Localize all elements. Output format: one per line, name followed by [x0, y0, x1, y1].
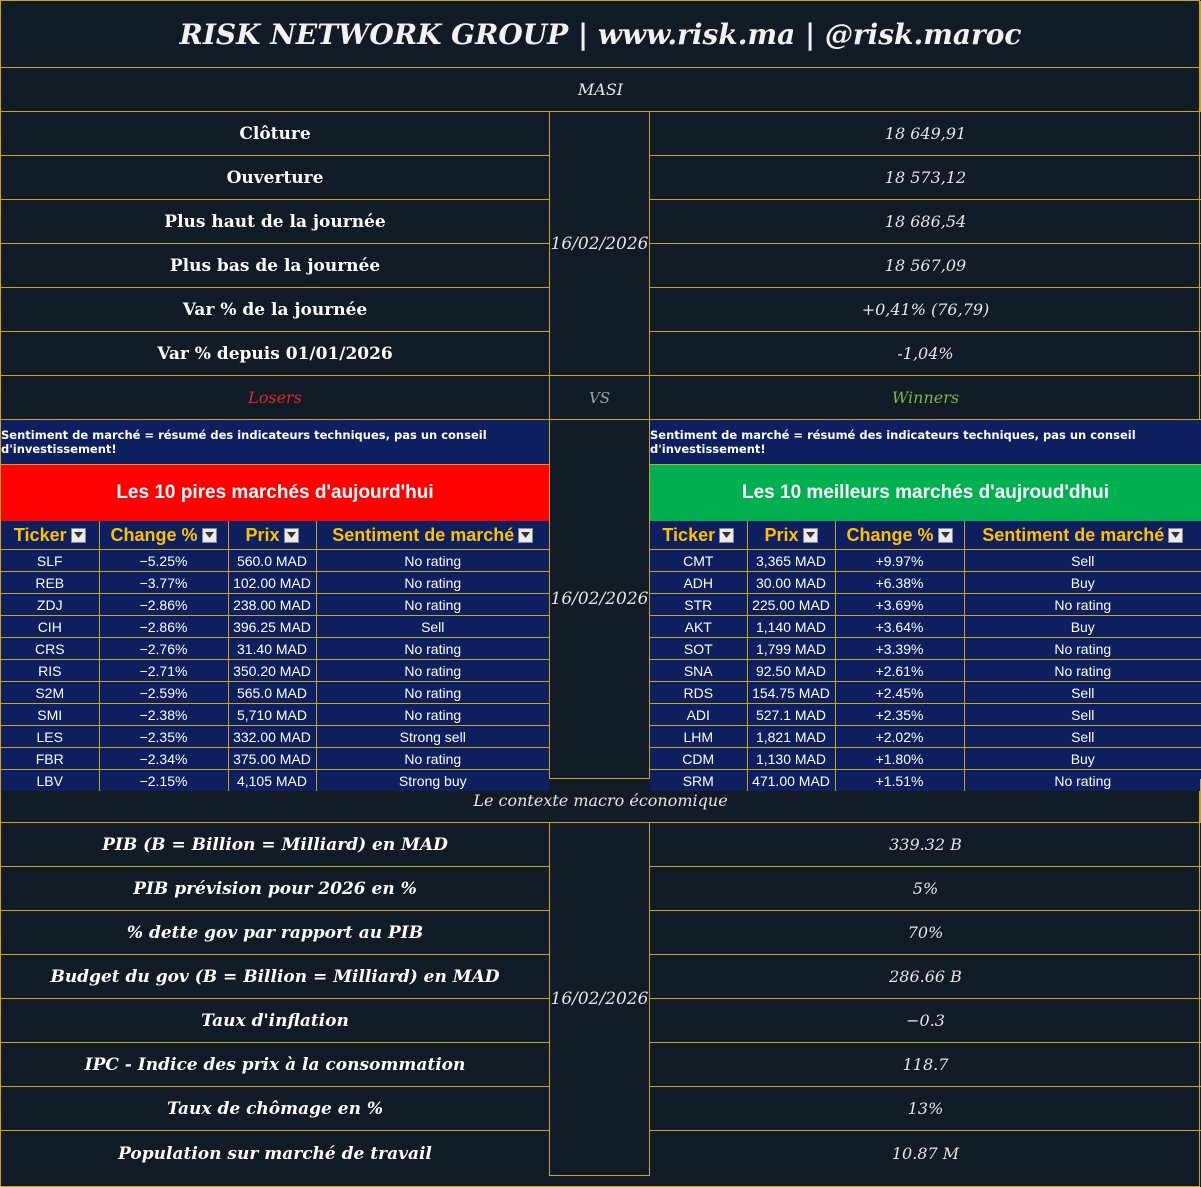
winners-label: Winners: [650, 376, 1201, 420]
losers-table: [1, 521, 549, 791]
winners-cell-ticker: SOT: [650, 638, 747, 660]
masi-date: 16/02/2026: [550, 112, 650, 376]
losers-cell-ticker: CRS: [1, 638, 99, 660]
losers-table-row: [1, 682, 549, 704]
macro-value-budget: 286.66 B: [650, 955, 1201, 999]
losers-cell-change: −2.38%: [99, 704, 228, 726]
losers-table-row: [1, 726, 549, 748]
losers-cell-change: −2.35%: [99, 726, 228, 748]
masi-label-cloture: Clôture: [1, 112, 550, 156]
losers-table-row: [1, 660, 549, 682]
losers-header-label: Prix: [245, 524, 280, 545]
losers-cell-ticker: REB: [1, 572, 99, 594]
macro-label-budget: Budget du gov (B = Billion = Milliard) en MAD: [1, 955, 550, 999]
macro-value-pib-prevision: 5%: [650, 867, 1201, 911]
losers-table-row: [1, 550, 549, 572]
winners-header-ticker: [650, 521, 747, 550]
losers-label: Losers: [1, 376, 550, 420]
winners-cell-prix: 225.00 MAD: [747, 594, 835, 616]
winners-disclaimer: Sentiment de marché = résumé des indicateurs techniques, pas un conseil d'investissement!: [650, 420, 1201, 465]
winners-cell-change: +2.02%: [835, 726, 964, 748]
winners-cell-change: +2.45%: [835, 682, 964, 704]
losers-cell-sentiment-de-marche: Strong buy: [316, 770, 549, 792]
losers-cell-prix: 396.25 MAD: [228, 616, 316, 638]
dropdown-arrow-icon[interactable]: [518, 528, 533, 543]
losers-table-row: [1, 572, 549, 594]
masi-value-plus-bas: 18 567,09: [650, 244, 1201, 288]
masi-label-plus-haut: Plus haut de la journée: [1, 200, 550, 244]
winners-cell-ticker: ADH: [650, 572, 747, 594]
winners-table-row: [650, 594, 1201, 616]
winners-cell-change: +3.69%: [835, 594, 964, 616]
losers-cell-sentiment-de-marche: No rating: [316, 550, 549, 572]
winners-cell-prix: 1,799 MAD: [747, 638, 835, 660]
winners-header-label: Sentiment de marché: [982, 524, 1165, 545]
losers-banner: Les 10 pires marchés d'aujourd'hui: [1, 465, 549, 521]
losers-header-label: Sentiment de marché: [332, 524, 515, 545]
losers-cell-change: −2.15%: [99, 770, 228, 792]
losers-cell-change: −2.71%: [99, 660, 228, 682]
losers-cell-change: −2.76%: [99, 638, 228, 660]
losers-cell-sentiment-de-marche: No rating: [316, 660, 549, 682]
masi-section-title: MASI: [1, 68, 1201, 112]
winners-header-prix: [747, 521, 835, 550]
winners-cell-sentiment-de-marche: Buy: [964, 572, 1201, 594]
macro-label-dette: % dette gov par rapport au PIB: [1, 911, 550, 955]
winners-cell-ticker: CMT: [650, 550, 747, 572]
winners-table: [650, 521, 1201, 791]
winners-cell-prix: 1,130 MAD: [747, 748, 835, 770]
winners-table-row: [650, 572, 1201, 594]
winners-table-row: [650, 550, 1201, 572]
macro-label-ipc: IPC - Indice des prix à la consommation: [1, 1043, 550, 1087]
masi-value-plus-haut: 18 686,54: [650, 200, 1201, 244]
losers-cell-ticker: SLF: [1, 550, 99, 572]
losers-cell-sentiment-de-marche: No rating: [316, 572, 549, 594]
winners-cell-ticker: SNA: [650, 660, 747, 682]
winners-cell-ticker: CDM: [650, 748, 747, 770]
losers-header-sentiment-de-marche: [316, 521, 549, 550]
losers-cell-ticker: LES: [1, 726, 99, 748]
losers-cell-sentiment-de-marche: No rating: [316, 594, 549, 616]
dropdown-arrow-icon[interactable]: [938, 528, 953, 543]
macro-date: 16/02/2026: [550, 823, 650, 1176]
winners-cell-change: +2.35%: [835, 704, 964, 726]
winners-cell-sentiment-de-marche: Buy: [964, 616, 1201, 638]
winners-cell-ticker: ADI: [650, 704, 747, 726]
losers-table-row: [1, 704, 549, 726]
winners-cell-prix: 3,365 MAD: [747, 550, 835, 572]
losers-cell-ticker: ZDJ: [1, 594, 99, 616]
masi-label-var-ytd: Var % depuis 01/01/2026: [1, 332, 550, 376]
macro-label-pib: PIB (B = Billion = Milliard) en MAD: [1, 823, 550, 867]
winners-cell-prix: 527.1 MAD: [747, 704, 835, 726]
losers-cell-prix: 350.20 MAD: [228, 660, 316, 682]
losers-header-label: Ticker: [13, 524, 67, 545]
losers-header-label: Change %: [110, 524, 198, 545]
winners-cell-change: +6.38%: [835, 572, 964, 594]
losers-cell-prix: 332.00 MAD: [228, 726, 316, 748]
macro-value-chomage: 13%: [650, 1087, 1201, 1131]
losers-cell-change: −2.34%: [99, 748, 228, 770]
winners-cell-prix: 1,821 MAD: [747, 726, 835, 748]
dropdown-arrow-icon[interactable]: [719, 528, 734, 543]
losers-cell-prix: 5,710 MAD: [228, 704, 316, 726]
losers-cell-ticker: CIH: [1, 616, 99, 638]
winners-table-row: [650, 660, 1201, 682]
losers-cell-prix: 102.00 MAD: [228, 572, 316, 594]
winners-header-change: [835, 521, 964, 550]
losers-cell-prix: 560.0 MAD: [228, 550, 316, 572]
macro-label-pib-prevision: PIB prévision pour 2026 en %: [1, 867, 550, 911]
dropdown-arrow-icon[interactable]: [803, 528, 818, 543]
winners-cell-sentiment-de-marche: No rating: [964, 594, 1201, 616]
dropdown-arrow-icon[interactable]: [202, 528, 217, 543]
losers-cell-sentiment-de-marche: No rating: [316, 638, 549, 660]
losers-cell-change: −3.77%: [99, 572, 228, 594]
losers-header-change: [99, 521, 228, 550]
losers-cell-sentiment-de-marche: Strong sell: [316, 726, 549, 748]
losers-header-prix: [228, 521, 316, 550]
winners-cell-ticker: RDS: [650, 682, 747, 704]
winners-cell-sentiment-de-marche: Sell: [964, 550, 1201, 572]
winners-table-row: [650, 616, 1201, 638]
winners-cell-prix: 1,140 MAD: [747, 616, 835, 638]
losers-cell-ticker: SMI: [1, 704, 99, 726]
losers-cell-prix: 565.0 MAD: [228, 682, 316, 704]
losers-cell-ticker: S2M: [1, 682, 99, 704]
losers-table-row: [1, 638, 549, 660]
winners-cell-ticker: STR: [650, 594, 747, 616]
losers-cell-sentiment-de-marche: No rating: [316, 704, 549, 726]
winners-header-label: Prix: [764, 524, 799, 545]
winners-table-row: [650, 726, 1201, 748]
winners-header-sentiment-de-marche: [964, 521, 1201, 550]
dropdown-arrow-icon[interactable]: [71, 528, 86, 543]
macro-value-inflation: −0.3: [650, 999, 1201, 1043]
dropdown-arrow-icon[interactable]: [284, 528, 299, 543]
masi-value-var-ytd: -1,04%: [650, 332, 1201, 376]
masi-value-cloture: 18 649,91: [650, 112, 1201, 156]
losers-disclaimer: Sentiment de marché = résumé des indicateurs techniques, pas un conseil d'investissement!: [1, 420, 549, 465]
losers-cell-change: −2.59%: [99, 682, 228, 704]
losers-cell-ticker: FBR: [1, 748, 99, 770]
winners-cell-change: +3.64%: [835, 616, 964, 638]
losers-header-ticker: [1, 521, 99, 550]
winners-table-row: [650, 748, 1201, 770]
masi-value-ouverture: 18 573,12: [650, 156, 1201, 200]
winners-cell-change: +9.97%: [835, 550, 964, 572]
losers-cell-ticker: LBV: [1, 770, 99, 792]
losers-table-row: [1, 616, 549, 638]
winners-cell-ticker: SRM: [650, 770, 747, 792]
winners-cell-sentiment-de-marche: Sell: [964, 726, 1201, 748]
losers-table-row: [1, 594, 549, 616]
winners-header-label: Change %: [846, 524, 934, 545]
masi-label-ouverture: Ouverture: [1, 156, 550, 200]
winners-cell-ticker: LHM: [650, 726, 747, 748]
masi-label-plus-bas: Plus bas de la journée: [1, 244, 550, 288]
winners-header-label: Ticker: [662, 524, 716, 545]
winners-cell-prix: 92.50 MAD: [747, 660, 835, 682]
winners-cell-change: +3.39%: [835, 638, 964, 660]
macro-value-dette: 70%: [650, 911, 1201, 955]
winners-banner: Les 10 meilleurs marchés d'aujroud'dhui: [650, 465, 1201, 521]
winners-cell-sentiment-de-marche: No rating: [964, 770, 1201, 792]
losers-cell-sentiment-de-marche: No rating: [316, 748, 549, 770]
winners-cell-prix: 30.00 MAD: [747, 572, 835, 594]
winners-cell-change: +1.80%: [835, 748, 964, 770]
macro-value-pib: 339.32 B: [650, 823, 1201, 867]
losers-cell-change: −2.86%: [99, 616, 228, 638]
macro-value-population: 10.87 M: [891, 1144, 960, 1163]
macro-label-inflation: Taux d'inflation: [1, 999, 550, 1043]
losers-cell-prix: 31.40 MAD: [228, 638, 316, 660]
losers-cell-sentiment-de-marche: Sell: [316, 616, 549, 638]
macro-section-title: Le contexte macro économique: [1, 779, 1201, 823]
winners-cell-sentiment-de-marche: No rating: [964, 660, 1201, 682]
winners-cell-sentiment-de-marche: Sell: [964, 682, 1201, 704]
masi-label-var-jour: Var % de la journée: [1, 288, 550, 332]
vs-label: VS: [550, 376, 650, 420]
page-title: RISK NETWORK GROUP | www.risk.ma | @risk.maroc: [1, 1, 1201, 68]
macro-label-chomage: Taux de chômage en %: [1, 1087, 550, 1131]
losers-table-row: [1, 748, 549, 770]
macro-value-ipc: 118.7: [650, 1043, 1201, 1087]
winners-cell-prix: 471.00 MAD: [747, 770, 835, 792]
winners-cell-ticker: AKT: [650, 616, 747, 638]
winners-table-row: [650, 638, 1201, 660]
winners-cell-change: +2.61%: [835, 660, 964, 682]
losers-cell-sentiment-de-marche: No rating: [316, 682, 549, 704]
winners-table-row: [650, 682, 1201, 704]
losers-cell-change: −5.25%: [99, 550, 228, 572]
winners-cell-prix: 154.75 MAD: [747, 682, 835, 704]
winners-block: [650, 420, 1201, 789]
winners-cell-change: +1.51%: [835, 770, 964, 792]
losers-cell-ticker: RIS: [1, 660, 99, 682]
movers-date: 16/02/2026: [550, 420, 650, 779]
losers-cell-prix: 375.00 MAD: [228, 748, 316, 770]
losers-cell-prix: 4,105 MAD: [228, 770, 316, 792]
macro-label-population: Population sur marché de travail: [1, 1131, 550, 1176]
losers-cell-change: −2.86%: [99, 594, 228, 616]
winners-cell-sentiment-de-marche: Buy: [964, 748, 1201, 770]
losers-cell-prix: 238.00 MAD: [228, 594, 316, 616]
masi-value-var-jour: +0,41% (76,79): [650, 288, 1201, 332]
dropdown-arrow-icon[interactable]: [1168, 528, 1183, 543]
losers-block: [1, 420, 550, 789]
winners-cell-sentiment-de-marche: No rating: [964, 638, 1201, 660]
winners-cell-sentiment-de-marche: Sell: [964, 704, 1201, 726]
winners-table-row: [650, 704, 1201, 726]
